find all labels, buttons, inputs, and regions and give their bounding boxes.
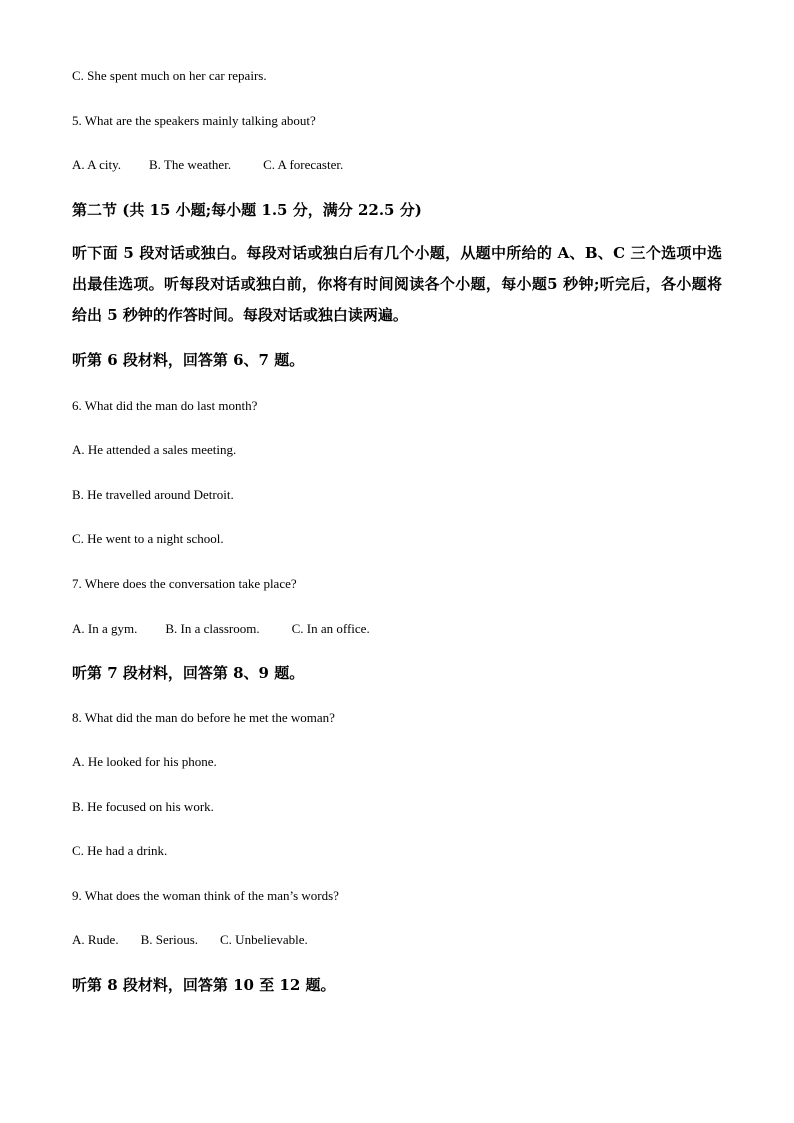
q6-option-c: C. He went to a night school. bbox=[72, 531, 224, 546]
q5-option-b: B. The weather. bbox=[149, 157, 232, 172]
q9-option-a: A. Rude. bbox=[72, 932, 119, 947]
material-6-heading: 听第 6 段材料，回答第 6、7 题。 bbox=[72, 351, 305, 369]
q9-option-b: B. Serious. bbox=[140, 932, 199, 947]
q8-option-b: B. He focused on his work. bbox=[72, 799, 214, 814]
section-2-instructions: 听下面 5 段对话或独白。每段对话或独白后有几个小题，从题中所给的 A、B、C 三个选项中选出最佳选项。听每段对话或独白前，你将有时间阅读各个小题，每小题5 秒钟;听完后，各小题将给出 5 秒钟的作答时间。每段对话或独白读两遍。 bbox=[72, 244, 722, 324]
q9-option-c: C. Unbelievable. bbox=[220, 932, 308, 947]
q6-option-b: B. He travelled around Detroit. bbox=[72, 487, 234, 502]
q7-option-a: A. In a gym. bbox=[72, 621, 138, 636]
q5-option-c: C. A forecaster. bbox=[263, 157, 344, 172]
material-8-heading: 听第 8 段材料，回答第 10 至 12 题。 bbox=[72, 976, 336, 994]
q7-option-b: B. In a classroom. bbox=[165, 621, 260, 636]
q7-question: 7. Where does the conversation take place? bbox=[72, 576, 297, 591]
q6-option-a: A. He attended a sales meeting. bbox=[72, 442, 237, 457]
q5-options bbox=[72, 157, 343, 173]
q7-option-c: C. In an office. bbox=[291, 621, 370, 636]
q8-option-a: A. He looked for his phone. bbox=[72, 754, 217, 769]
section-2-title: 第二节 (共 15 小题;每小题 1.5 分，满分 22.5 分) bbox=[72, 201, 422, 219]
q9-options bbox=[72, 932, 308, 948]
q8-question: 8. What did the man do before he met the woman? bbox=[72, 710, 335, 725]
q4-option-c: C. She spent much on her car repairs. bbox=[72, 68, 267, 83]
q9-question: 9. What does the woman think of the man’s words? bbox=[72, 888, 339, 903]
q8-option-c: C. He had a drink. bbox=[72, 843, 168, 858]
q5-option-a: A. A city. bbox=[72, 157, 121, 172]
q7-options bbox=[72, 621, 370, 637]
q5-question: 5. What are the speakers mainly talking about? bbox=[72, 113, 316, 128]
q6-question: 6. What did the man do last month? bbox=[72, 398, 258, 413]
material-7-heading: 听第 7 段材料，回答第 8、9 题。 bbox=[72, 664, 305, 682]
